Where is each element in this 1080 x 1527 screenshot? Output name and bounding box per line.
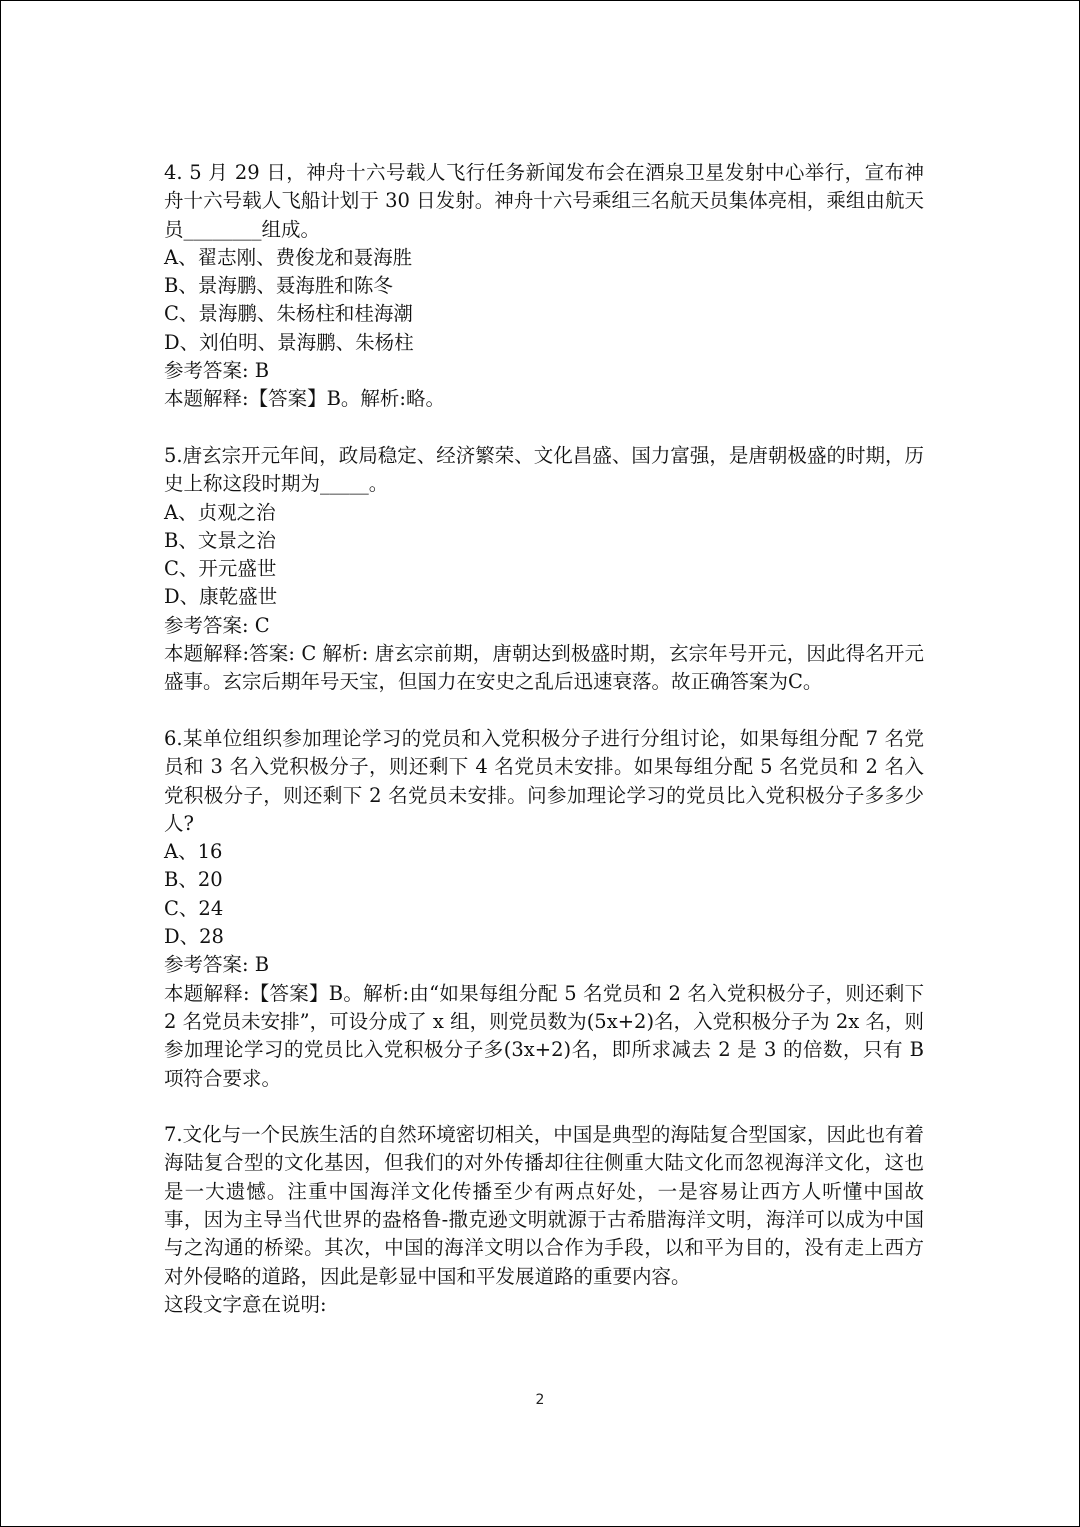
option-d: D、28 — [164, 925, 224, 949]
question-stem: 6.某单位组织参加理论学习的党员和入党积极分子进行分组讨论，如果每组分配 7 名党员和 3 名入党积极分子，则还剩下 4 名党员未安排。如果每组分配 5 名党员和 2 名入党积极分子，则还剩下 2 名党员未安排。问参加理论学习的党员比入党积极分子多多少人? — [164, 726, 924, 835]
reference-answer: 参考答案: B — [164, 953, 270, 977]
page-content — [164, 159, 924, 1347]
option-b: B、景海鹏、聂海胜和陈冬 — [164, 274, 393, 298]
option-a: A、翟志刚、费俊龙和聂海胜 — [164, 245, 413, 269]
option-d: D、康乾盛世 — [164, 585, 278, 609]
option-d: D、刘伯明、景海鹏、朱杨柱 — [164, 330, 414, 354]
question-stem: 4. 5 月 29 日，神舟十六号载人飞行任务新闻发布会在酒泉卫星发射中心举行，宣布神舟十六号载人飞船计划于 30 日发射。神舟十六号乘组三名航天员集体亮相，乘组由航天员________组成。 — [164, 161, 924, 241]
option-c: C、开元盛世 — [164, 557, 277, 581]
option-b: B、20 — [164, 868, 223, 892]
question-stem: 7.文化与一个民族生活的自然环境密切相关，中国是典型的海陆复合型国家，因此也有着海陆复合型的文化基因，但我们的对外传播却往往侧重大陆文化而忽视海洋文化，这也是一大遗憾。注重中国海洋文化传播至少有两点好处，一是容易让西方人听懂中国故事，因为主导当代世界的盎格鲁-撒克逊文明就源于古希腊海洋文明，海洋可以成为中国与之沟通的桥梁。其次，中国的海洋文明以合作为手段，以和平为目的，没有走上西方对外侵略的道路，因此是彰显中国和平发展道路的重要内容。 — [164, 1123, 924, 1288]
question-prompt: 这段文字意在说明: — [164, 1292, 327, 1316]
option-b: B、文景之治 — [164, 528, 276, 552]
option-a: A、贞观之治 — [164, 500, 276, 524]
reference-answer: 参考答案: C — [164, 613, 270, 637]
option-c: C、24 — [164, 896, 224, 920]
option-c: C、景海鹏、朱杨柱和桂海潮 — [164, 302, 413, 326]
question-5 — [164, 442, 924, 697]
explanation: 本题解释:【答案】B。解析:略。 — [164, 387, 445, 411]
reference-answer: 参考答案: B — [164, 359, 270, 383]
question-6 — [164, 725, 924, 1093]
explanation: 本题解释:答案: C 解析: 唐玄宗前期，唐朝达到极盛时期，玄宗年号开元，因此得名开元盛事。玄宗后期年号天宝，但国力在安史之乱后迅速衰落。故正确答案为C。 — [164, 642, 924, 694]
page-number: 2 — [535, 1392, 545, 1408]
question-7 — [164, 1121, 924, 1319]
question-stem: 5.唐玄宗开元年间，政局稳定、经济繁荣、文化昌盛、国力富强，是唐朝极盛的时期，历史上称这段时期为_____。 — [164, 443, 924, 496]
question-4 — [164, 159, 924, 414]
explanation: 本题解释:【答案】B。解析:由“如果每组分配 5 名党员和 2 名入党积极分子，则还剩下 2 名党员未安排”，可设分成了 x 组，则党员数为(5x+2)名，入党积极分子为 2x 名，则参加理论学习的党员比入党积极分子多(3x+2)名，即所求减去 2 是 3 的倍数，只有 B 项符合要求。 — [164, 981, 924, 1090]
option-a: A、16 — [164, 840, 223, 864]
